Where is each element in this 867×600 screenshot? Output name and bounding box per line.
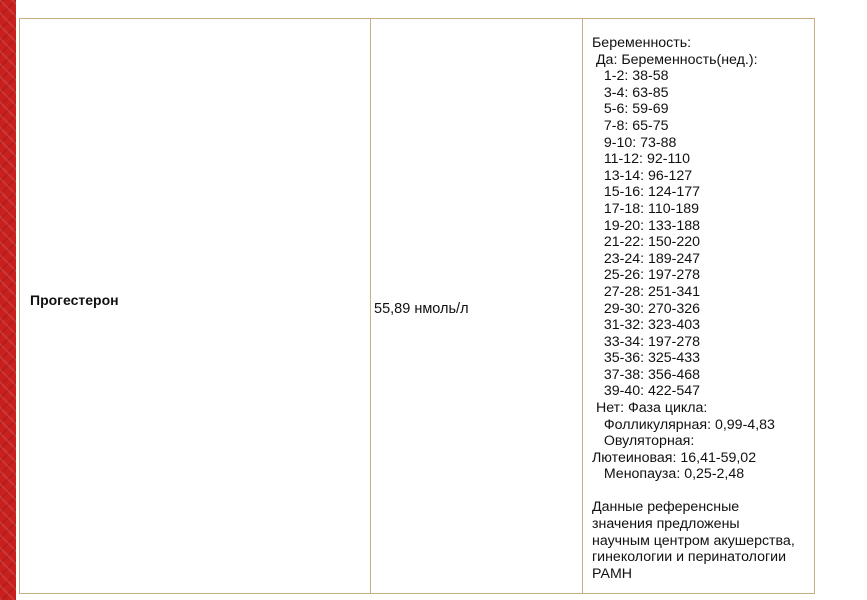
ref-spacer <box>592 483 814 499</box>
ref-week-range: 23-24: 189-247 <box>592 250 701 267</box>
ref-week-range: 13-14: 96-127 <box>592 167 693 184</box>
ref-week-range: 3-4: 63-85 <box>592 84 669 101</box>
ref-pregnant-label: Да: Беременность(нед.): <box>592 51 758 68</box>
ref-week-range: 31-32: 323-403 <box>592 317 701 334</box>
reference-range-cell <box>583 19 815 594</box>
test-name-cell <box>20 19 371 594</box>
reference-ranges <box>592 35 814 583</box>
test-name: Прогестерон <box>30 292 119 308</box>
ref-week-range: 17-18: 110-189 <box>592 200 700 217</box>
ref-week-range: 35-36: 325-433 <box>592 350 701 367</box>
ref-week-range: 5-6: 59-69 <box>592 101 669 118</box>
test-value-cell <box>371 19 583 594</box>
ref-week-range: 37-38: 356-468 <box>592 366 701 383</box>
ref-week-range: 33-34: 197-278 <box>592 333 701 350</box>
ref-week-range: 29-30: 270-326 <box>592 300 701 317</box>
lab-results-table <box>19 18 815 594</box>
ref-luteal: Лютеиновая: 16,41-59,02 <box>592 449 757 466</box>
test-value: 55,89 нмоль/л <box>374 301 469 317</box>
ref-not-pregnant-label: Нет: Фаза цикла: <box>592 400 708 417</box>
ref-week-range: 11-12: 92-110 <box>592 151 691 168</box>
ref-ovulatory: Овуляторная: <box>592 433 695 450</box>
ref-week-range: 19-20: 133-188 <box>592 217 701 234</box>
ref-week-range: 25-26: 197-278 <box>592 267 701 284</box>
ref-header: Беременность: <box>592 35 692 51</box>
ref-source-note: Данные референсные значения предложены научным центром акушерства, гинекологии и перинатологии РАМН <box>592 499 795 583</box>
ref-week-range: 7-8: 65-75 <box>592 117 669 134</box>
ref-week-range: 39-40: 422-547 <box>592 383 701 400</box>
ref-week-range: 15-16: 124-177 <box>592 184 701 201</box>
ref-week-range: 27-28: 251-341 <box>592 283 701 300</box>
ref-week-range: 21-22: 150-220 <box>592 234 701 251</box>
ref-week-range: 9-10: 73-88 <box>592 134 677 151</box>
ref-menopause: Менопауза: 0,25-2,48 <box>592 466 745 483</box>
decorative-side-stripe <box>0 0 16 600</box>
ref-week-range: 1-2: 38-58 <box>592 68 669 85</box>
ref-follicular: Фолликулярная: 0,99-4,83 <box>592 416 775 433</box>
table-row <box>20 19 815 594</box>
